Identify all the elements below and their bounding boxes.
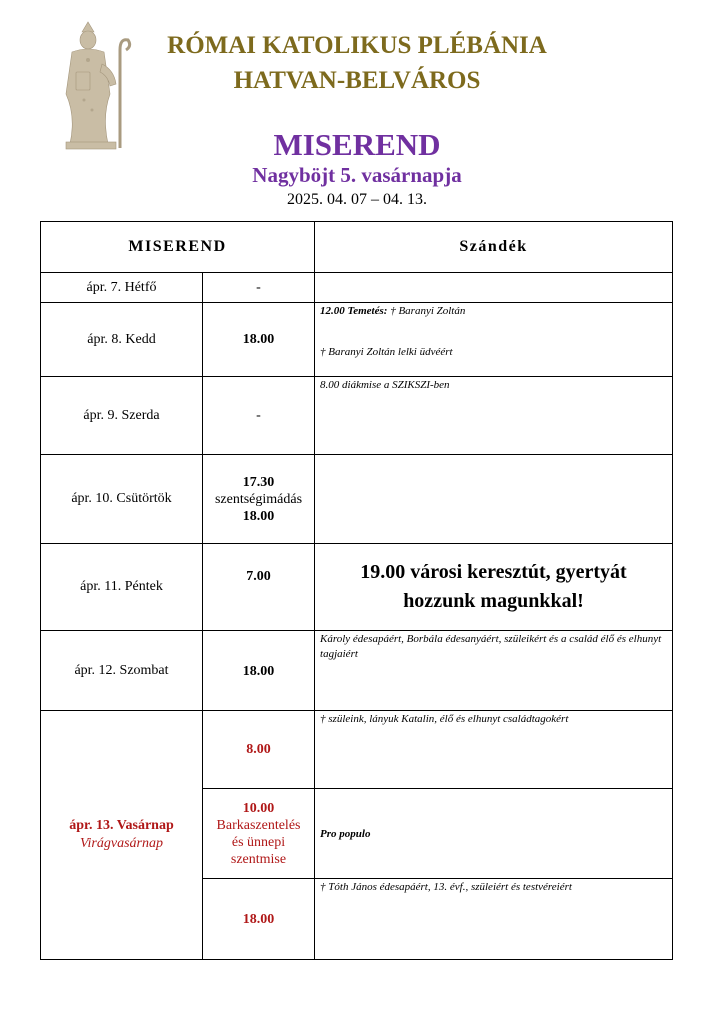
page-title: MISEREND [273,127,441,162]
feast-label: Virágvasárnap [80,836,163,851]
time-cell [203,789,315,879]
intent-text: † Baranyi Zoltán [387,305,466,317]
time-cell [203,544,315,631]
intent-announcement: 19.00 városi keresztút, gyertyát [360,561,627,583]
day-cell: ápr. 8. Kedd [41,303,203,377]
time-note: szentségimádás [214,491,303,507]
intent-cell: Károly édesapáért, Borbála édesanyáért, szüleikért és a család élő és elhunyt tagjaiért [315,631,673,711]
header-intent: Szándék [315,222,673,273]
table-row [41,544,673,631]
day-cell: ápr. 7. Hétfő [41,273,203,303]
time-value: 18.00 [242,664,275,679]
table-row [41,303,673,377]
time-note: és ünnepi [231,834,286,850]
time-cell: - [203,273,315,303]
intent-cell [315,455,673,544]
intent-cell [315,303,673,377]
time-value: 18.00 [242,508,275,524]
time-cell [203,631,315,711]
time-cell [203,711,315,789]
time-cell [203,879,315,960]
day-cell: ápr. 11. Péntek [41,544,203,631]
table-header-row [41,222,673,273]
day-cell: ápr. 12. Szombat [41,631,203,711]
time-cell [203,303,315,377]
time-value: 18.00 [242,911,275,927]
time-cell: - [203,377,315,455]
time-value: 10.00 [242,800,275,816]
date-range: 2025. 04. 07 – 04. 13. [287,191,427,208]
intent-cell [315,544,673,631]
time-note: szentmise [230,851,287,867]
intent-cell: 8.00 diákmise a SZIKSZI-ben [315,377,673,455]
day-cell: ápr. 10. Csütörtök [41,455,203,544]
parish-title-line1: RÓMAI KATOLIKUS PLÉBÁNIA [167,32,547,59]
mass-schedule-table [40,221,673,960]
day-label: ápr. 13. Vasárnap [69,818,174,833]
table-row [41,711,673,789]
intent-cell: † Tóth János édesapáért, 13. évf., szüleiért és testvéreiért [315,879,673,960]
intent-announcement: hozzunk magunkkal! [403,590,584,612]
time-value: 17.30 [242,474,275,490]
time-cell [203,455,315,544]
table-row [41,377,673,455]
intent-text: † Baranyi Zoltán lelki üdvéért [320,346,453,358]
time-value: 18.00 [242,332,275,347]
intent-prefix: 12.00 Temetés: [320,305,388,317]
time-value: 7.00 [246,569,271,584]
header-schedule: MISEREND [41,222,315,273]
time-value: 8.00 [246,742,271,757]
intent-cell: † szüleink, lányuk Katalin, élő és elhunyt családtagokért [315,711,673,789]
table-row [41,273,673,303]
time-note: Barkaszentelés [216,817,301,833]
table-row [41,455,673,544]
intent-cell: Pro populo [315,789,673,879]
page-subtitle: Nagyböjt 5. vasárnapja [252,163,462,187]
day-cell [41,711,203,960]
intent-cell [315,273,673,303]
parish-title-line2: HATVAN-BELVÁROS [233,67,481,94]
table-row [41,631,673,711]
day-cell: ápr. 9. Szerda [41,377,203,455]
